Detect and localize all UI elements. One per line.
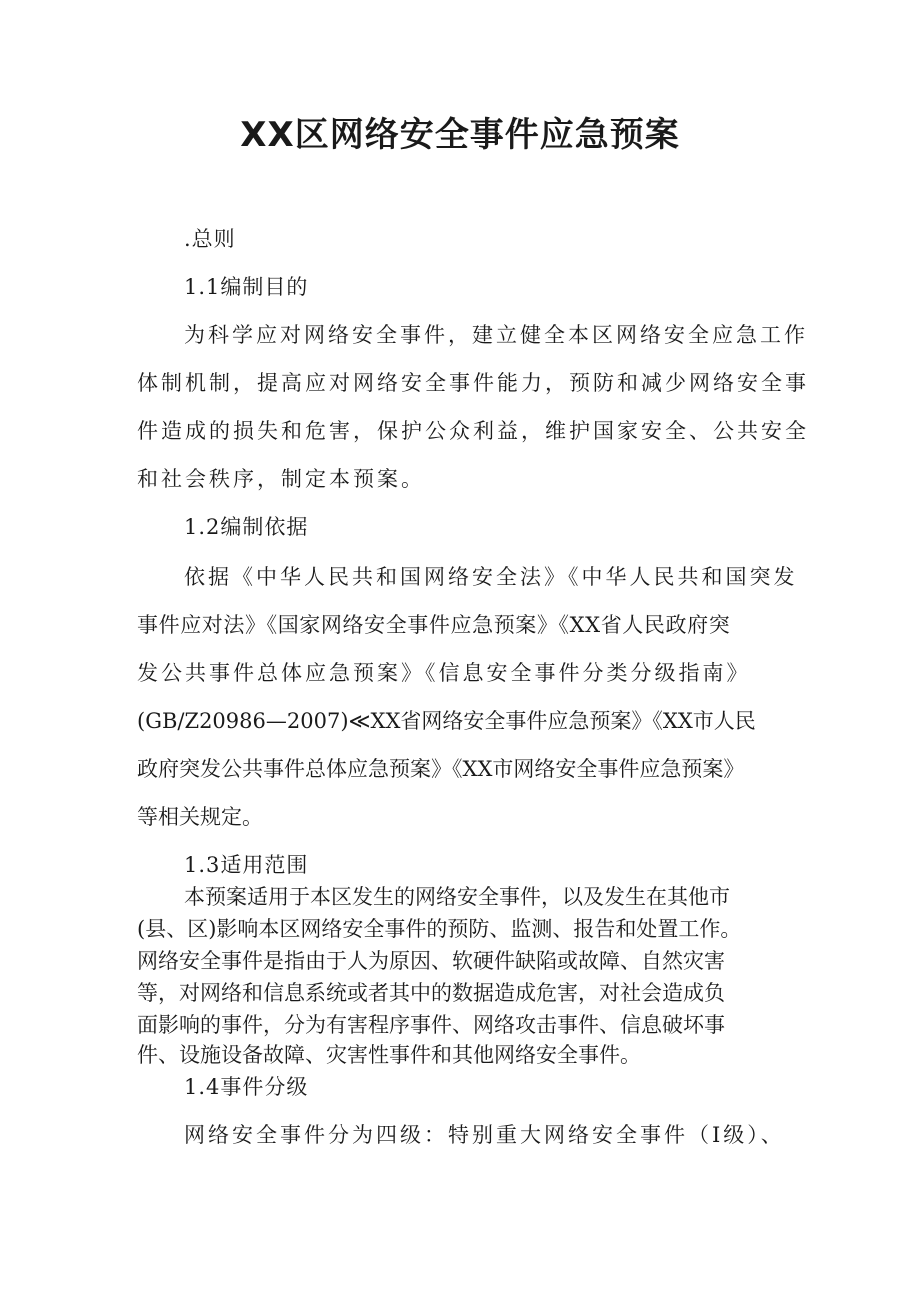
- paragraph-line: 政府突发公共事件总体应急预案》《XX市网络安全事件应急预案》: [137, 757, 745, 781]
- paragraph-line: (GB/Z20986—2007)≪XX省网络安全事件应急预案》《XX市人民: [137, 709, 756, 733]
- paragraph-line: 本预案适用于本区发生的网络安全事件，以及发生在其他市: [184, 885, 730, 909]
- paragraph-line: 面影响的事件，分为有害程序事件、网络攻击事件、信息破坏事: [137, 1013, 725, 1037]
- paragraph-line: 发公共事件总体应急预案》《信息安全事件分类分级指南》: [137, 661, 751, 685]
- paragraph-line: 件造成的损失和危害，保护公众利益，维护国家安全、公共安全: [137, 419, 809, 443]
- section-heading-general: .总则: [184, 227, 236, 251]
- section-heading-classification: 1.4事件分级: [184, 1075, 309, 1099]
- paragraph-line: (县、区)影响本区网络安全事件的预防、监测、报告和处置工作。: [137, 917, 742, 941]
- paragraph-line: 件、设施设备故障、灾害性事件和其他网络安全事件。: [137, 1043, 641, 1067]
- paragraph-line: 依据《中华人民共和国网络安全法》《中华人民共和国突发: [184, 565, 798, 589]
- paragraph-line: 网络安全事件是指由于人为原因、软硬件缺陷或故障、自然灾害: [137, 949, 725, 973]
- paragraph-line: 网络安全事件分为四级：特别重大网络安全事件（I级）、: [184, 1123, 785, 1147]
- paragraph-line: 等，对网络和信息系统或者其中的数据造成危害，对社会造成负: [137, 981, 725, 1005]
- paragraph-line: 事件应对法》《国家网络安全事件应急预案》《XX省人民政府突: [137, 613, 731, 637]
- paragraph-line: 和社会秩序，制定本预案。: [137, 467, 425, 491]
- paragraph-line: 为科学应对网络安全事件，建立健全本区网络安全应急工作: [184, 323, 808, 347]
- paragraph-line: 等相关规定。: [137, 805, 263, 829]
- document-title: XX区网络安全事件应急预案: [240, 115, 680, 155]
- section-heading-scope: 1.3适用范围: [184, 853, 309, 877]
- section-heading-purpose: 1.1编制目的: [184, 275, 309, 299]
- paragraph-line: 体制机制，提高应对网络安全事件能力，预防和减少网络安全事: [137, 371, 809, 395]
- section-heading-basis: 1.2编制依据: [184, 515, 309, 539]
